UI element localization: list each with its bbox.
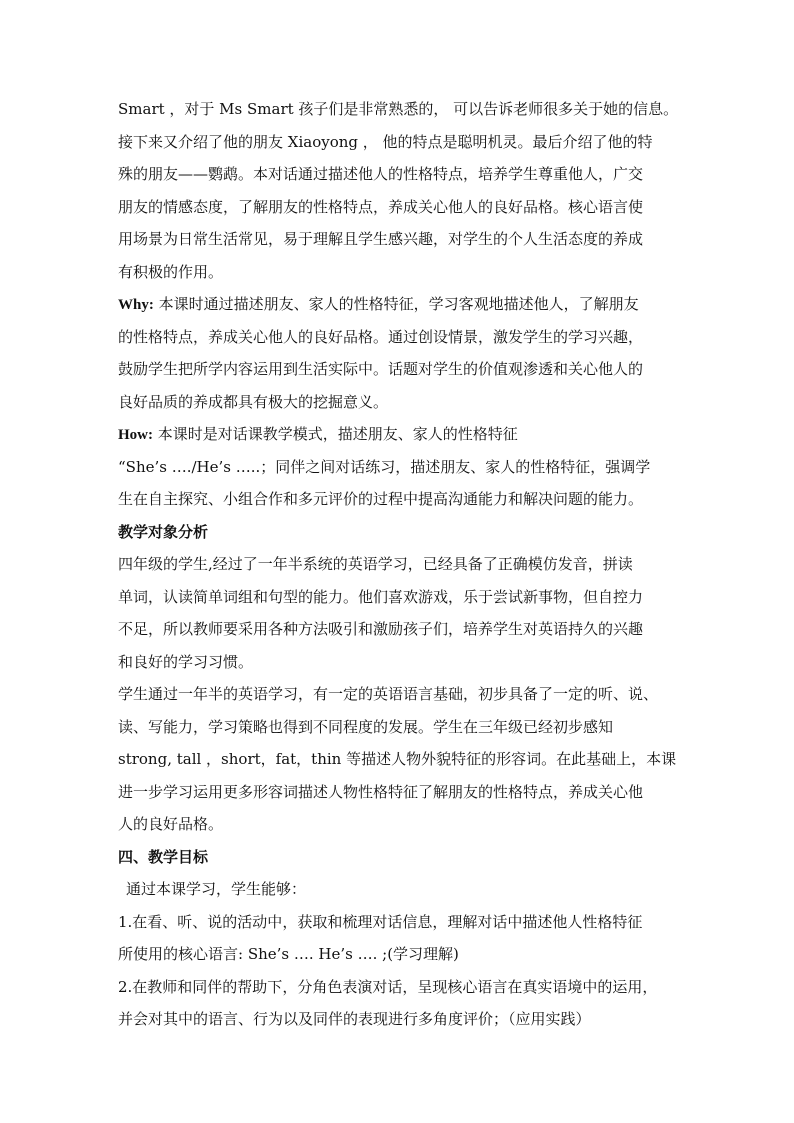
text-line: 学生通过一年半的英语学习，有一定的英语语言基础，初步具备了一定的听、说、 — [118, 685, 659, 703]
document-page — [118, 93, 688, 1036]
text-line: 四年级的学生,经过了一年半系统的英语学习，已经具备了正确模仿发音，拼读 — [118, 555, 633, 573]
text-line: 用场景为日常生活常见，易于理解且学生感兴趣，对学生的个人生活态度的养成 — [118, 230, 644, 248]
text-line: 进一步学习运用更多形容词描述人物性格特征了解朋友的性格特点，养成关心他 — [118, 782, 644, 801]
goals-intro: 通过本课学习，学生能够： — [126, 880, 307, 898]
text-line — [118, 288, 688, 321]
section-heading-students: 教学对象分析 — [118, 522, 209, 541]
text-line: 的性格特点，养成关心他人的良好品格。通过创设情景，激发学生的学习兴趣， — [118, 327, 644, 346]
paragraph-students-a — [118, 548, 688, 678]
text-line: 并会对其中的语言、行为以及同伴的表现进行多角度评价；（应用实践） — [118, 1010, 591, 1028]
how-text: 本课时是对话课教学模式，描述朋友、家人的性格特征 — [153, 425, 518, 443]
how-label: How: — [118, 427, 153, 443]
text-line: 人的良好品格。 — [118, 815, 224, 833]
paragraph-background — [118, 93, 688, 288]
text-line: “She’s …./He’s …..；同伴之间对话练习，描述朋友、家人的性格特征，强调学 — [118, 457, 651, 476]
text-line: 殊的朋友——鹦鹉。本对话通过描述他人的性格特点，培养学生尊重他人，广交 — [118, 165, 644, 183]
text-line: 接下来又介绍了他的朋友 Xiaoyong ， 他的特点是聪明机灵。最后介绍了他的特 — [118, 132, 653, 151]
text-line: 读、写能力，学习策略也得到不同程度的发展。学生在三年级已经初步感知 — [118, 717, 614, 736]
text-line: 单词，认读简单词组和句型的能力。他们喜欢游戏，乐于尝试新事物，但自控力 — [118, 587, 644, 606]
text-line: 生在自主探究、小组合作和多元评价的过程中提高沟通能力和解决问题的能力。 — [118, 490, 644, 508]
paragraph-why — [118, 288, 688, 418]
text-line: Smart ，对于 Ms Smart 孩子们是非常熟悉的， 可以告诉老师很多关于她的信息。 — [118, 100, 679, 118]
section-heading-goals: 四、教学目标 — [118, 847, 209, 866]
text-line: 2.在教师和同伴的帮助下，分角色表演对话，呈现核心语言在真实语境中的运用， — [118, 977, 658, 996]
why-label: Why: — [118, 297, 154, 313]
text-line: 有积极的作用。 — [118, 262, 224, 281]
text-line: strong, tall ，short，fat，thin 等描述人物外貌特征的形容词。在此基础上，本课 — [118, 750, 677, 768]
text-line — [118, 418, 688, 451]
text-line: 良好品质的养成都具有极大的挖掘意义。 — [118, 392, 389, 411]
paragraph-how — [118, 418, 688, 516]
goals-list — [118, 906, 688, 1036]
text-line: 不足，所以教师要采用各种方法吸引和激励孩子们，培养学生对英语持久的兴趣 — [118, 620, 644, 638]
text-line: 1.在看、听、说的活动中，获取和梳理对话信息，理解对话中描述他人性格特征 — [118, 912, 643, 931]
paragraph-students-b — [118, 678, 688, 841]
text-line: 朋友的情感态度，了解朋友的性格特点，养成关心他人的良好品格。核心语言使 — [118, 197, 644, 216]
why-text: 本课时通过描述朋友、家人的性格特征，学习客观地描述他人，了解朋友 — [153, 295, 639, 313]
text-line: 鼓励学生把所学内容运用到生活实际中。话题对学生的价值观渗透和关心他人的 — [118, 360, 644, 378]
text-line: 和良好的学习习惯。 — [118, 652, 254, 671]
text-line: 所使用的核心语言: She’s …. He’s …. ;(学习理解) — [118, 945, 459, 963]
